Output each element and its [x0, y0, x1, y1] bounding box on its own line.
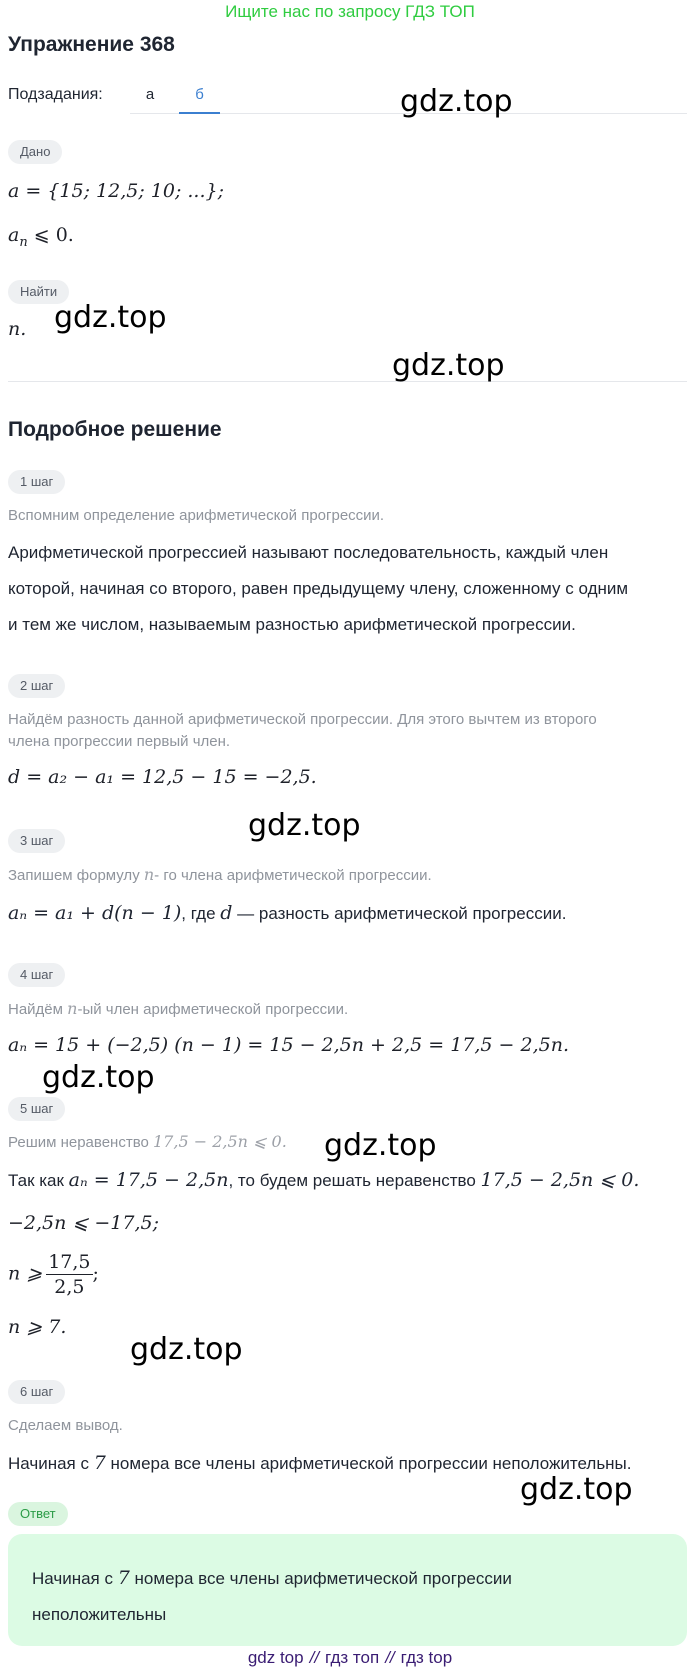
- find-value: n.: [8, 318, 27, 340]
- step-1-badge: 1 шаг: [8, 470, 65, 494]
- step-6-badge: 6 шаг: [8, 1380, 65, 1404]
- footer-links: [0, 1648, 700, 1668]
- step-4-badge: 4 шаг: [8, 963, 65, 987]
- footer-link-gdz-top-ru[interactable]: гдз топ: [325, 1648, 380, 1667]
- step-2-hint-line-1: Найдём разность данной арифметической прогрессии. Для этого вычтем из второго: [8, 711, 597, 728]
- section-divider: [8, 381, 687, 382]
- find-badge: Найти: [8, 280, 69, 304]
- step-2-formula: d = a₂ − a₁ = 12,5 − 15 = −2,5.: [8, 766, 317, 788]
- step-4-hint: Найдём n-ый член арифметической прогрессии.: [8, 999, 349, 1018]
- step-1-text-line-1: Арифметической прогрессией называют последовательность, каждый член: [8, 543, 609, 562]
- step-2-hint-line-2: члена прогрессии первый член.: [8, 733, 231, 750]
- step-5-line-2: n ⩾ $\frac{17,5}{2,5}$ ;: [8, 1251, 99, 1298]
- promo-banner[interactable]: Ищите нас по запросу ГДЗ ТОП: [225, 2, 475, 21]
- subtasks-label: Подзадания:: [8, 86, 103, 103]
- step-1-hint: Вспомним определение арифметической прогрессии.: [8, 507, 385, 524]
- step-5-line-1: −2,5n ⩽ −17,5;: [8, 1212, 159, 1234]
- subtask-tab-b[interactable]: б: [179, 86, 220, 114]
- footer-link-gdz-top-mixed[interactable]: гдз top: [400, 1648, 453, 1667]
- watermark: gdz.top: [400, 84, 513, 119]
- footer-link-gdz-top[interactable]: gdz top: [247, 1648, 304, 1667]
- watermark: gdz.top: [392, 348, 505, 383]
- given-condition: $a_n$ ⩽ 0.: [8, 224, 74, 250]
- watermark: gdz.top: [520, 1472, 633, 1507]
- step-5-text: Так как aₙ = 17,5 − 2,5n, то будем решать неравенство 17,5 − 2,5n ⩽ 0.: [8, 1169, 640, 1191]
- step-5-fraction: $\frac{17,5}{2,5}$: [48, 1251, 91, 1298]
- watermark: gdz.top: [248, 808, 361, 843]
- step-3-badge: 3 шаг: [8, 829, 65, 853]
- step-1-text-line-2: которой, начиная со второго, равен предыдущему члену, сложенному с одним: [8, 579, 629, 598]
- watermark: gdz.top: [54, 300, 167, 335]
- solution-title: Подробное решение: [8, 418, 222, 441]
- step-3-hint: Запишем формулу n- го члена арифметической прогрессии.: [8, 865, 432, 884]
- given-badge: Дано: [8, 140, 62, 164]
- step-1-text-line-3: и тем же числом, называемым разностью арифметической прогрессии.: [8, 615, 576, 634]
- page-title: Упражнение 368: [8, 33, 175, 56]
- step-5-badge: 5 шаг: [8, 1097, 65, 1121]
- answer-badge: Ответ: [8, 1502, 68, 1526]
- answer-text: Начиная с 7 номера все члены арифметической прогрессии неположительны: [32, 1567, 512, 1624]
- subtask-tab-a[interactable]: а: [145, 86, 155, 103]
- watermark: gdz.top: [42, 1060, 155, 1095]
- watermark: gdz.top: [130, 1332, 243, 1367]
- step-6-hint: Сделаем вывод.: [8, 1417, 123, 1434]
- footer-separator: //: [385, 1648, 395, 1667]
- step-6-text: Начиная с 7 номера все члены арифметической прогрессии неположительны.: [8, 1452, 632, 1474]
- step-3-text: aₙ = a₁ + d(n − 1), где d — разность арифметической прогрессии.: [8, 902, 567, 924]
- watermark: gdz.top: [324, 1128, 437, 1163]
- step-5-line-3: n ⩾ 7.: [8, 1316, 67, 1338]
- given-sequence: a = {15; 12,5; 10; ...};: [8, 180, 225, 202]
- step-2-badge: 2 шаг: [8, 674, 65, 698]
- footer-separator: //: [309, 1648, 320, 1667]
- step-5-hint: Решим неравенство 17,5 − 2,5n ⩽ 0.: [8, 1132, 287, 1151]
- step-4-formula: aₙ = 15 + (−2,5) (n − 1) = 15 − 2,5n + 2,5 = 17,5 − 2,5n.: [8, 1034, 569, 1056]
